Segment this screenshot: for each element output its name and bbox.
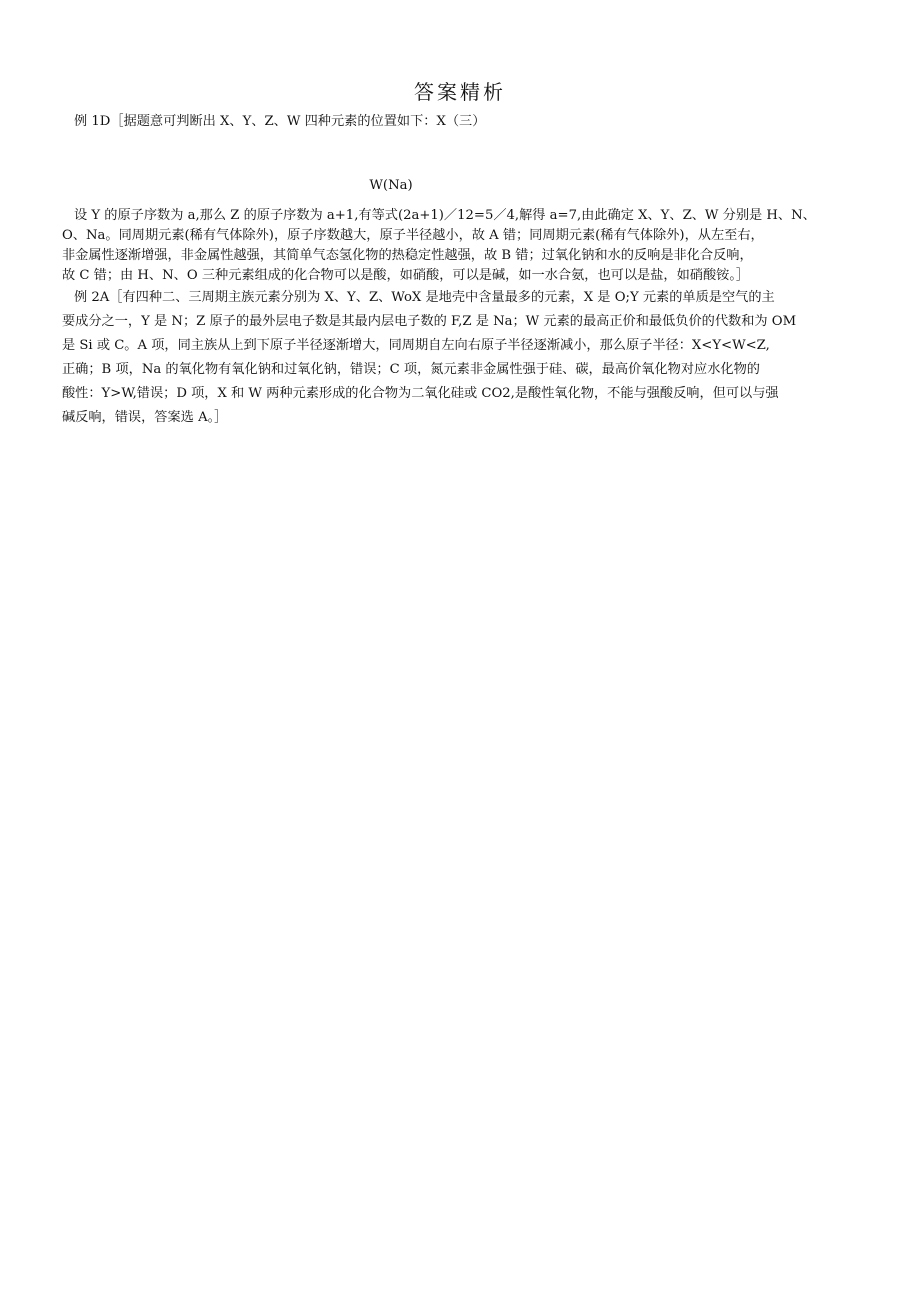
element-position-label-w: W(Na) [369,178,413,193]
example-1-line: 设 Y 的原子序数为 a,那么 Z 的原子序数为 a+1,有等式(2a+1)／12=5／4,解得 a=7,由此确定 X、Y、Z、W 分别是 H、N、 [74,208,816,223]
example-2-line: 例 2A［有四种二、三周期主族元素分别为 X、Y、Z、WoX 是地壳中含量最多的元素，X 是 O;Y 元素的单质是空气的主 [74,290,775,305]
page-title: 答案精析 [414,80,506,104]
example-2-line: 碱反响，错误，答案选 A。］ [62,410,228,425]
example-2-line: 正确；B 项，Na 的氧化物有氧化钠和过氧化钠，错误；C 项，氮元素非金属性强于硅、碳，最高价氧化物对应水化物的 [62,362,760,377]
example-1-intro: 例 1D［据题意可判断出 X、Y、Z、W 四种元素的位置如下：X（三） [74,114,486,129]
example-1-line: O、Na。同周期元素(稀有气体除外)，原子序数越大，原子半径越小，故 A 错；同周期元素(稀有气体除外)，从左至右， [62,228,764,243]
example-2-line: 酸性：Y>W,错误；D 项，X 和 W 两种元素形成的化合物为二氧化硅或 CO2,是酸性氧化物，不能与强酸反响，但可以与强 [62,386,779,401]
example-1-line: 非金属性逐渐增强，非金属性越强，其简单气态氢化物的热稳定性越强，故 B 错；过氧化钠和水的反响是非化合反响， [62,248,753,263]
example-2-line: 是 Si 或 C。A 项，同主族从上到下原子半径逐渐增大，同周期自左向右原子半径逐渐减小，那么原子半径：X<Y<W<Z, [62,338,770,353]
example-1-line: 故 C 错；由 H、N、O 三种元素组成的化合物可以是酸，如硝酸，可以是碱，如一水合氨，也可以是盐，如硝酸铵。］ [62,268,750,283]
example-2-line: 要成分之一，Y 是 N；Z 原子的最外层电子数是其最内层电子数的 F,Z 是 Na；W 元素的最高正价和最低负价的代数和为 OM [62,314,797,329]
